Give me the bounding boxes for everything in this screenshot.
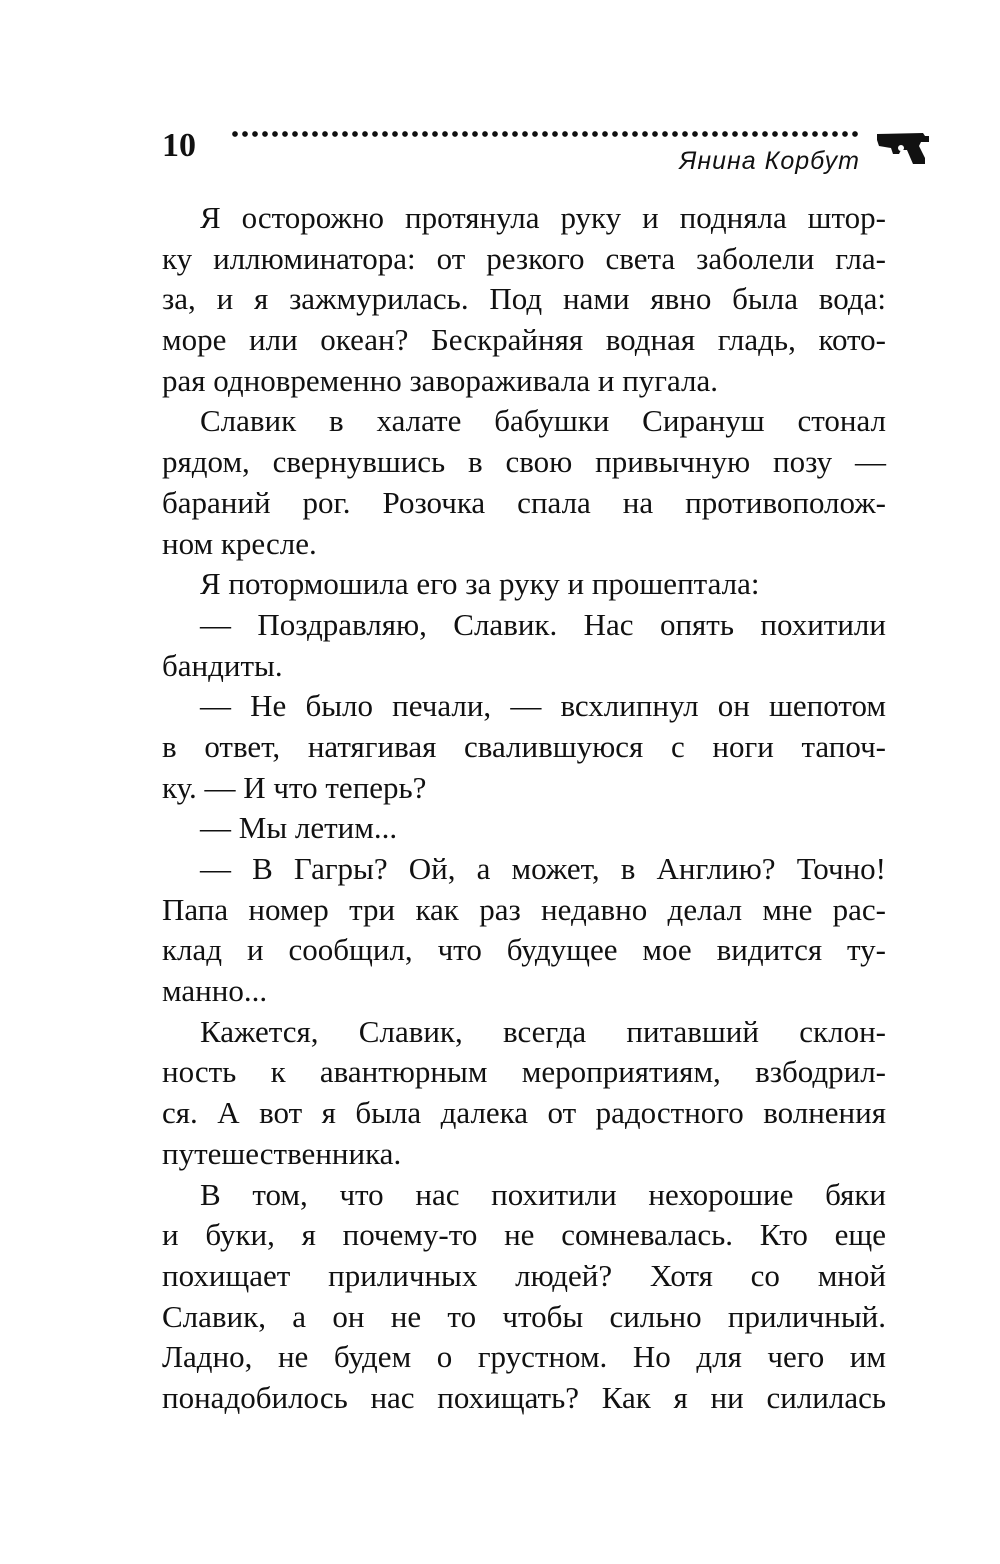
text-line: Славик в халате бабушки Сирануш стонал bbox=[200, 403, 886, 439]
text-line: ку. — И что теперь? bbox=[162, 769, 427, 805]
text-line: Ладно, не будем о грустном. Но для чего им bbox=[162, 1339, 886, 1375]
text-line: понадобилось нас похищать? Как я ни силилась bbox=[162, 1379, 886, 1415]
text-line: манно... bbox=[162, 973, 268, 1009]
text-line: бандиты. bbox=[162, 647, 283, 683]
body-text bbox=[162, 198, 886, 1419]
text-line: Кажется, Славик, всегда питавший склон- bbox=[200, 1013, 886, 1049]
text-line: море или океан? Бескрайняя водная гладь, кото- bbox=[162, 322, 886, 358]
text-line: ном кресле. bbox=[162, 525, 317, 561]
text-line: Славик, а он не то чтобы сильно приличный. bbox=[162, 1298, 886, 1334]
text-line: клад и сообщил, что будущее мое видится ту- bbox=[162, 932, 886, 968]
text-line: ся. А вот я была далека от радостного волнения bbox=[162, 1095, 886, 1131]
text-line: Я потормошила его за руку и прошептала: bbox=[200, 566, 760, 602]
pistol-icon bbox=[873, 128, 933, 168]
text-line: и буки, я почему-то не сомневалась. Кто еще bbox=[162, 1217, 886, 1253]
text-line: в ответ, натягивая свалившуюся с ноги тапоч- bbox=[162, 728, 886, 764]
text-line: — Мы летим... bbox=[200, 810, 398, 846]
text-line: — Поздравляю, Славик. Нас опять похитили bbox=[200, 606, 886, 642]
author-name: Янина Корбут bbox=[679, 147, 860, 175]
header-dotted-rule bbox=[230, 129, 860, 139]
text-line: — Не было печали, — всхлипнул он шепотом bbox=[200, 688, 886, 724]
text-line: рядом, свернувшись в свою привычную позу — bbox=[162, 444, 886, 480]
text-line: Я осторожно протянула руку и подняла штор- bbox=[200, 200, 886, 235]
text-line: ку иллюминатора: от резкого света заболели гла- bbox=[162, 240, 886, 276]
text-line: — В Гагры? Ой, а может, в Англию? Точно! bbox=[200, 851, 886, 886]
page-number: 10 bbox=[162, 127, 196, 164]
text-line: Папа номер три как раз недавно делал мне рас- bbox=[162, 891, 886, 927]
text-line: бараний рог. Розочка спала на противополож- bbox=[162, 484, 886, 520]
text-line: ность к авантюрным мероприятиям, взбодрил- bbox=[162, 1054, 886, 1090]
text-line: В том, что нас похитили нехорошие бяки bbox=[200, 1176, 886, 1212]
text-line: рая одновременно завораживала и пугала. bbox=[162, 362, 719, 398]
text-line: похищает приличных людей? Хотя со мной bbox=[162, 1257, 886, 1293]
text-line: путешественника. bbox=[162, 1135, 402, 1171]
text-line: за, и я зажмурилась. Под нами явно была вода: bbox=[162, 281, 886, 317]
